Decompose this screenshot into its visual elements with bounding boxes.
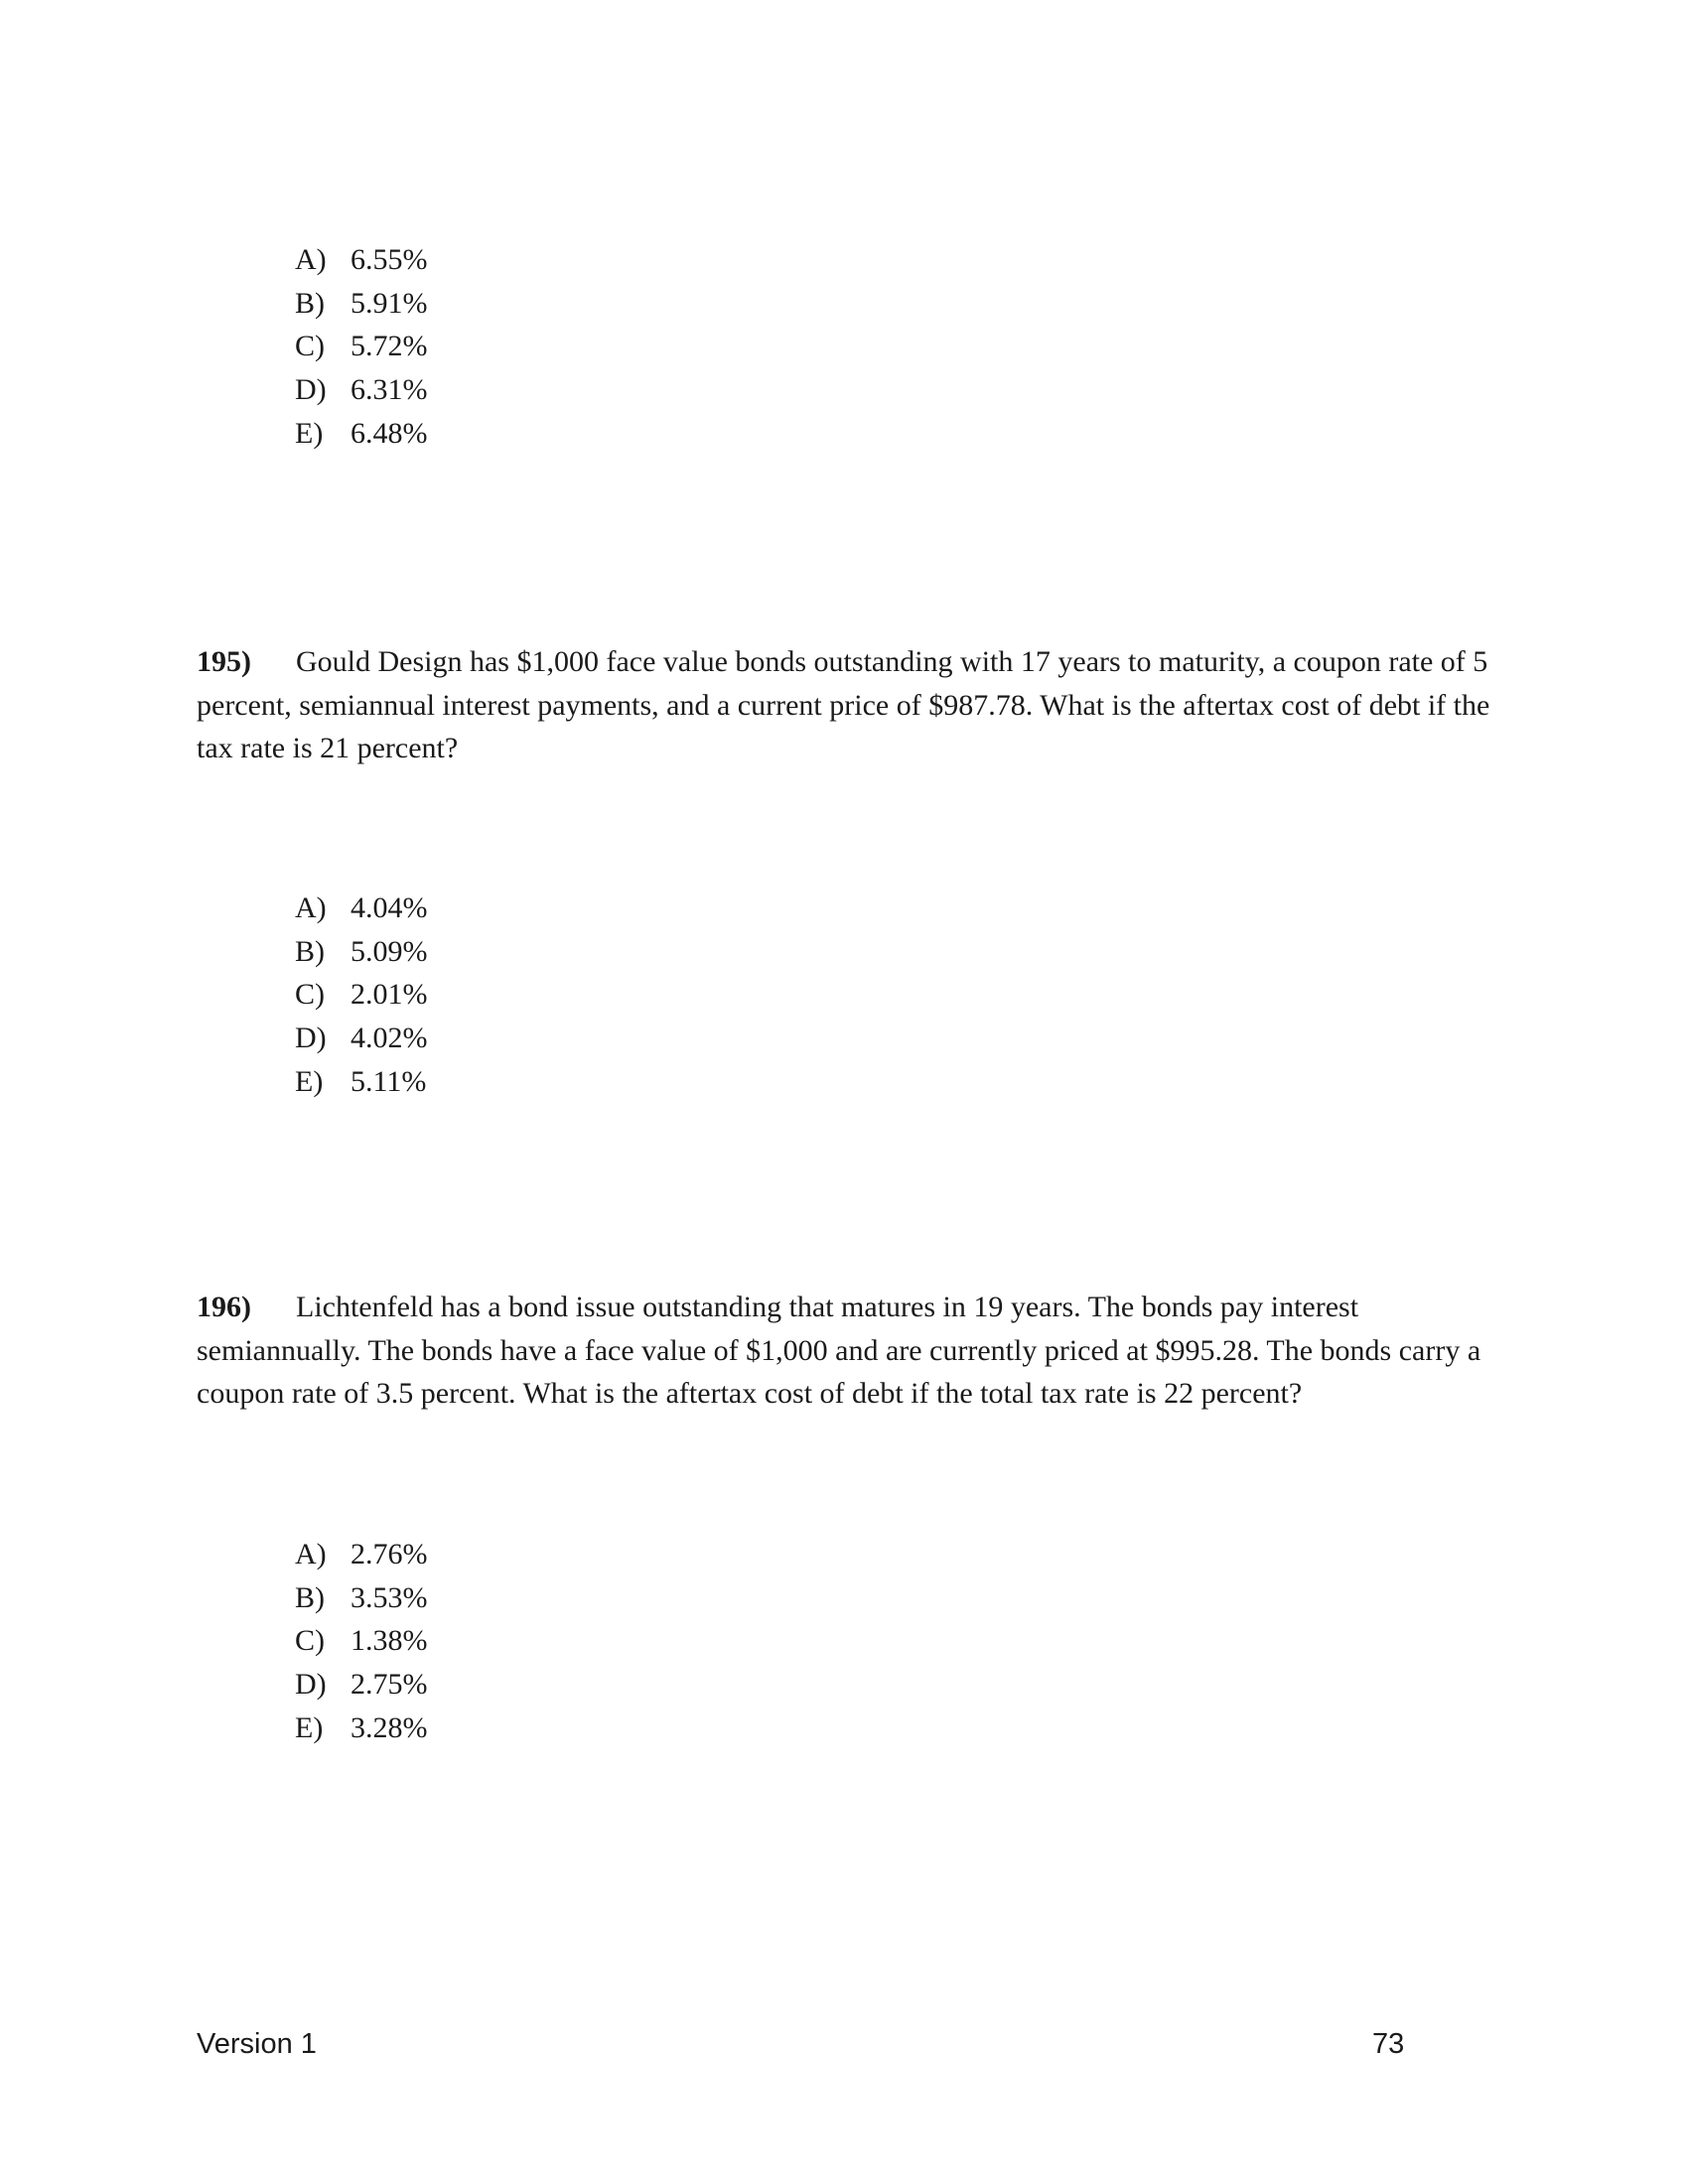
option-letter: C) bbox=[295, 330, 325, 363]
answer-option[interactable] bbox=[295, 1060, 428, 1104]
option-value: 2.76% bbox=[351, 1538, 428, 1570]
option-letter: D) bbox=[295, 1668, 327, 1702]
question-195 bbox=[197, 640, 1497, 770]
answer-option[interactable] bbox=[295, 1576, 428, 1620]
answer-option[interactable] bbox=[295, 282, 428, 326]
answer-option[interactable] bbox=[295, 1663, 428, 1706]
option-value: 3.28% bbox=[351, 1710, 428, 1744]
question-text: Gould Design has $1,000 face value bonds outstanding with 17 years to maturity, a coupon rate of 5 percent, semiannual interest payments, and a current price of $987.78. What is the aftertax cost of debt if the tax rate is 21 percent? bbox=[197, 645, 1490, 764]
footer-page-number: 73 bbox=[1372, 2028, 1405, 2060]
answer-option[interactable] bbox=[295, 1706, 428, 1750]
answer-option[interactable] bbox=[295, 930, 428, 974]
option-value: 4.04% bbox=[351, 891, 428, 924]
option-letter: A) bbox=[295, 243, 327, 276]
question-number: 195) bbox=[197, 645, 251, 678]
option-letter: D) bbox=[295, 373, 327, 407]
option-value: 4.02% bbox=[351, 1022, 428, 1055]
answer-option[interactable] bbox=[295, 238, 428, 282]
question-196 bbox=[197, 1286, 1497, 1416]
answer-option[interactable] bbox=[295, 412, 428, 456]
option-letter: E) bbox=[295, 1064, 324, 1098]
option-value: 5.91% bbox=[351, 286, 428, 320]
option-value: 3.53% bbox=[351, 1580, 428, 1614]
option-letter: C) bbox=[295, 1624, 325, 1658]
option-letter: D) bbox=[295, 1022, 327, 1055]
option-letter: C) bbox=[295, 978, 325, 1012]
answer-option[interactable] bbox=[295, 368, 428, 412]
option-letter: B) bbox=[295, 1580, 325, 1614]
option-letter: B) bbox=[295, 286, 325, 320]
answer-option[interactable] bbox=[295, 325, 428, 368]
answer-option[interactable] bbox=[295, 1017, 428, 1060]
answer-option[interactable] bbox=[295, 1619, 428, 1663]
option-value: 2.01% bbox=[351, 978, 428, 1012]
question-195-options bbox=[295, 887, 428, 1104]
option-value: 6.55% bbox=[351, 243, 428, 276]
question-text: Lichtenfeld has a bond issue outstanding that matures in 19 years. The bonds pay interest semiannually. The bonds have a face value of $1,000 and are currently priced at $995.28. The bonds carry a coupon rate of 3.5 percent. What is the aftertax cost of debt if the total tax rate is 22 percent? bbox=[197, 1291, 1481, 1410]
option-value: 5.09% bbox=[351, 934, 428, 968]
question-196-options bbox=[295, 1533, 428, 1750]
option-value: 5.11% bbox=[351, 1064, 427, 1098]
footer-version: Version 1 bbox=[197, 2028, 317, 2060]
answer-option[interactable] bbox=[295, 973, 428, 1017]
option-value: 2.75% bbox=[351, 1668, 428, 1702]
option-letter: A) bbox=[295, 1538, 327, 1570]
answer-option[interactable] bbox=[295, 1533, 428, 1576]
option-value: 1.38% bbox=[351, 1624, 428, 1658]
question-number: 196) bbox=[197, 1291, 251, 1323]
option-value: 6.31% bbox=[351, 373, 428, 407]
option-letter: B) bbox=[295, 934, 325, 968]
option-letter: E) bbox=[295, 1710, 324, 1744]
option-value: 5.72% bbox=[351, 330, 428, 363]
prev-question-options bbox=[295, 238, 428, 456]
option-value: 6.48% bbox=[351, 416, 428, 450]
answer-option[interactable] bbox=[295, 887, 428, 930]
option-letter: E) bbox=[295, 416, 324, 450]
option-letter: A) bbox=[295, 891, 327, 924]
